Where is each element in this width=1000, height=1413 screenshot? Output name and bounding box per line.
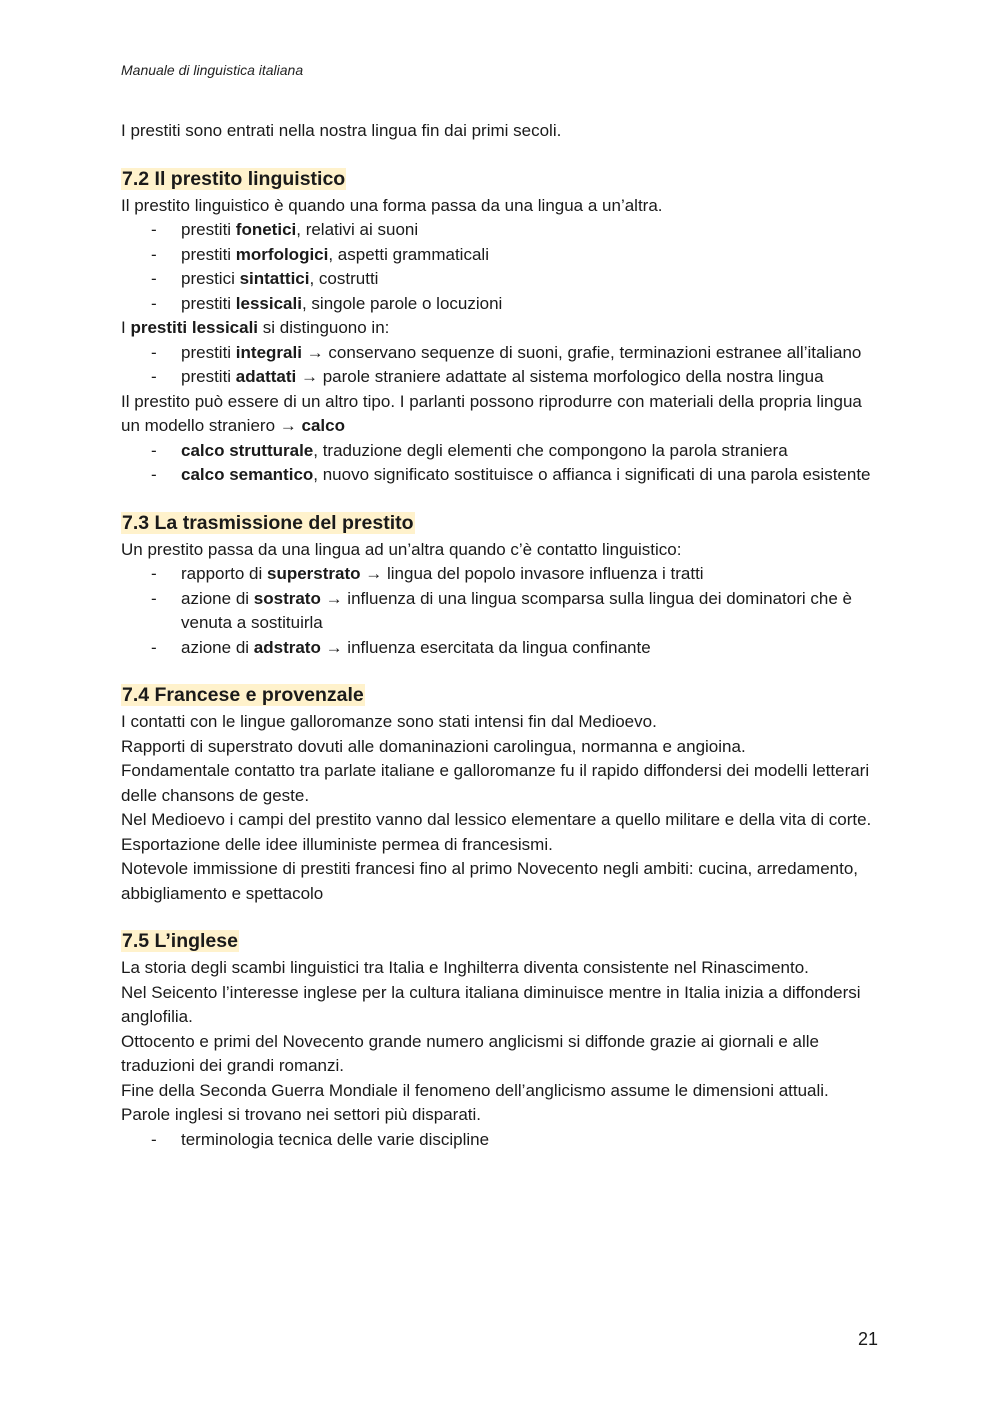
list-item: - prestiti fonetici, relativi ai suoni [121, 218, 881, 243]
bullet-list [121, 218, 881, 316]
section-heading-7-4: 7.4 Francese e provenzale [122, 684, 364, 706]
paragraph: Nel Seicento l’interesse inglese per la cultura italiana diminuisce mentre in Italia inizia a diffondersi anglofilia. [121, 982, 861, 1026]
list-item: - calco semantico, nuovo significato sostituisce o affianca i significati di una parola esistente [121, 463, 881, 488]
section-heading-7-5: 7.5 L’inglese [122, 930, 238, 952]
paragraph: La storia degli scambi linguistici tra Italia e Inghilterra diventa consistente nel Rinascimento. [121, 958, 809, 977]
list-item: - prestici sintattici, costrutti [121, 267, 881, 292]
list-item: - terminologia tecnica delle varie discipline [121, 1128, 881, 1153]
paragraph: Rapporti di superstrato dovuti alle domaninazioni carolingua, normanna e angioina. [121, 736, 746, 756]
running-head: Manuale di linguistica italiana [121, 62, 304, 78]
paragraph: Nel Medioevo i campi del prestito vanno dal lessico elementare a quello militare e della vita di corte. [121, 810, 872, 829]
paragraph: I contatti con le lingue galloromanze sono stati intensi fin dal Medioevo. [121, 712, 657, 731]
paragraph: Ottocento e primi del Novecento grande numero anglicismi si diffonde grazie ai giornali e alle traduzioni dei grandi romanzi. [121, 1031, 820, 1075]
bullet-list [121, 341, 881, 390]
paragraph: Fondamentale contatto tra parlate italiane e galloromanze fu il rapido diffondersi dei modelli letterari delle chansons de geste. [121, 761, 870, 805]
paragraph: Un prestito passa da una lingua ad un’altra quando c’è contatto linguistico: [121, 539, 682, 559]
paragraph: Fine della Seconda Guerra Mondiale il fenomeno dell’anglicismo assume le dimensioni attuali. Parole inglesi si trovano nei settori più disparati. [121, 1080, 829, 1124]
paragraph: Il prestito può essere di un altro tipo. I parlanti possono riprodurre con materiali della propria lingua un modello straniero → calco [121, 391, 862, 435]
list-item: - prestiti adattati → parole straniere adattate al sistema morfologico della nostra lingua [121, 365, 881, 390]
list-item: - prestiti morfologici, aspetti grammaticali [121, 243, 881, 268]
paragraph-group [121, 710, 881, 906]
list-item: - azione di adstrato → influenza esercitata da lingua confinante [121, 636, 881, 661]
bullet-list [121, 1128, 881, 1153]
section-heading-7-2: 7.2 Il prestito linguistico [122, 167, 346, 190]
list-item: - calco strutturale, traduzione degli elementi che compongono la parola straniera [121, 439, 881, 464]
paragraph: Il prestito linguistico è quando una forma passa da una lingua a un’altra. [121, 195, 663, 215]
list-item: - azione di sostrato → influenza di una lingua scomparsa sulla lingua dei dominatori che è venuta a sostituirla [121, 587, 881, 636]
paragraph-group [121, 956, 881, 1128]
paragraph: Esportazione delle idee illuministe permea di francesismi. [121, 834, 553, 854]
bullet-list [121, 562, 881, 660]
section-heading-7-3: 7.3 La trasmissione del prestito [122, 511, 414, 534]
page-content [121, 119, 881, 1152]
paragraph: Notevole immissione di prestiti francesi fino al primo Novecento negli ambiti: cucina, arredamento, abbigliamento e spettacolo [121, 859, 859, 903]
list-item: - prestiti integrali → conservano sequenze di suoni, grafie, terminazioni estranee all’italiano [121, 341, 881, 366]
bullet-list [121, 439, 881, 488]
list-item: - prestiti lessicali, singole parole o locuzioni [121, 292, 881, 317]
page-number: 21 [857, 1329, 878, 1349]
list-item: - rapporto di superstrato → lingua del popolo invasore influenza i tratti [121, 562, 881, 587]
intro-paragraph: I prestiti sono entrati nella nostra lingua fin dai primi secoli. [121, 121, 562, 140]
paragraph: I prestiti lessicali si distinguono in: [121, 318, 390, 337]
